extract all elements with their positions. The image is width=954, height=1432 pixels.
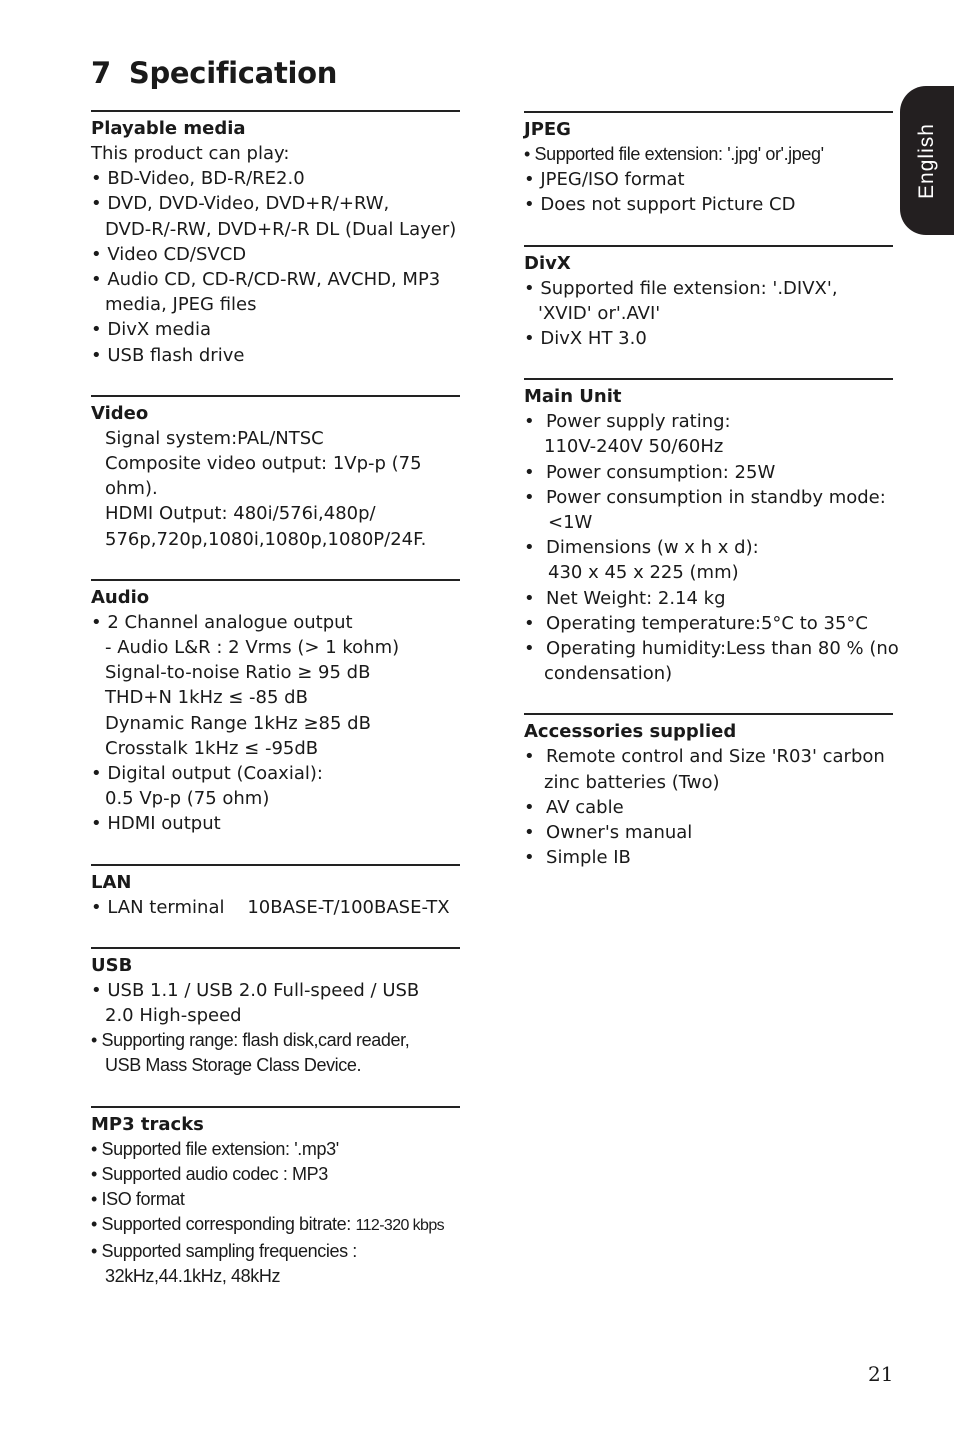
bitrate-label: • Supported corresponding bitrate: (91, 1214, 351, 1235)
section-title: LAN (91, 871, 132, 893)
section-lan (91, 864, 460, 920)
spec-line: • LAN terminal 10BASE-T/100BASE-TX (91, 896, 450, 918)
spec-line: • DivX media (91, 319, 211, 341)
spec-line: USB Mass Storage Class Device. (105, 1055, 362, 1076)
page-title (91, 56, 337, 90)
spec-line: media, JPEG files (105, 294, 257, 316)
spec-line: • 2 Channel analogue output (91, 611, 353, 633)
spec-line: • Owner's manual (524, 822, 693, 844)
spec-line: DVD-R/-RW, DVD+R/-R DL (Dual Layer) (105, 218, 457, 240)
spec-line: • HDMI output (91, 813, 221, 835)
section-title: Audio (91, 586, 150, 608)
section-title: Accessories supplied (524, 721, 737, 743)
spec-line: - Audio L&R : 2 Vrms (> 1 kohm) (105, 637, 400, 659)
page-number: 21 (868, 1362, 894, 1386)
spec-line: • Remote control and Size 'R03' carbon (524, 746, 885, 768)
spec-line: • Supported file extension: '.DIVX', (524, 277, 838, 299)
spec-line: 'XVID' or'.AVI' (538, 302, 661, 324)
section-usb (91, 947, 460, 1079)
section-playable-media (91, 110, 460, 368)
section-video (91, 395, 460, 552)
section-divx (524, 245, 893, 352)
spec-line: • ISO format (91, 1189, 185, 1210)
spec-line: • Power supply rating: (524, 411, 731, 433)
spec-line (91, 1212, 460, 1238)
language-tab (900, 86, 954, 235)
section-jpeg (524, 111, 893, 218)
spec-line: Signal system:PAL/NTSC (105, 427, 324, 449)
spec-line: 430 x 45 x 225 (mm) (548, 562, 739, 584)
spec-line: This product can play: (91, 143, 290, 164)
spec-line: • Net Weight: 2.14 kg (524, 587, 726, 609)
spec-line: • Operating humidity:Less than 80 % (no (524, 638, 899, 660)
spec-line: • Audio CD, CD-R/CD-RW, AVCHD, MP3 (91, 269, 441, 291)
section-main-unit (524, 378, 899, 686)
chapter-title: Specification (128, 56, 338, 90)
section-mp3-tracks (91, 1106, 460, 1289)
right-column (524, 111, 899, 897)
spec-line: • Supported file extension: '.jpg' or'.jpeg' (524, 144, 824, 164)
spec-line: 2.0 High-speed (105, 1005, 242, 1027)
spec-line: HDMI Output: 480i/576i,480p/ (105, 503, 376, 525)
spec-line: zinc batteries (Two) (544, 771, 720, 793)
chapter-number: 7 (91, 56, 111, 90)
section-accessories-supplied (524, 713, 893, 870)
spec-line: • Does not support Picture CD (524, 194, 796, 216)
spec-line: <1W (548, 512, 593, 534)
spec-line: • DivX HT 3.0 (524, 328, 647, 350)
spec-line: Dynamic Range 1kHz ≥85 dB (105, 712, 371, 734)
spec-line: 32kHz,44.1kHz, 48kHz (105, 1265, 281, 1286)
spec-line: • AV cable (524, 796, 624, 818)
spec-line: 576p,720p,1080i,1080p,1080P/24F. (105, 528, 427, 550)
section-title: DivX (524, 252, 571, 274)
spec-line: • USB flash drive (91, 344, 245, 366)
section-title: Playable media (91, 118, 246, 139)
spec-line: 0.5 Vp-p (75 ohm) (105, 788, 270, 810)
spec-line: • DVD, DVD-Video, DVD+R/+RW, (91, 193, 390, 215)
spec-line: • Supported sampling frequencies : (91, 1240, 357, 1261)
section-audio (91, 579, 460, 837)
spec-line: • USB 1.1 / USB 2.0 Full-speed / USB (91, 979, 420, 1001)
section-title: MP3 tracks (91, 1113, 204, 1135)
bitrate-value: 112-320 kbps (355, 1217, 445, 1235)
spec-line: Signal-to-noise Ratio ≥ 95 dB (105, 662, 371, 684)
spec-line: • Digital output (Coaxial): (91, 763, 323, 785)
spec-line: • Video CD/SVCD (91, 243, 247, 265)
language-tab-label: English (915, 122, 938, 199)
section-title: JPEG (524, 119, 571, 140)
section-title: Main Unit (524, 386, 622, 408)
spec-line: • Simple IB (524, 847, 631, 869)
spec-line: condensation) (544, 663, 673, 685)
section-title: USB (91, 954, 133, 976)
spec-line: 110V-240V 50/60Hz (544, 436, 724, 458)
spec-line: • Dimensions (w x h x d): (524, 537, 759, 559)
spec-line: Crosstalk 1kHz ≤ -95dB (105, 737, 319, 759)
spec-line: • Supporting range: flash disk,card reader, (91, 1030, 410, 1051)
spec-line: • Operating temperature:5°C to 35°C (524, 612, 868, 634)
spec-line: • Power consumption: 25W (524, 461, 776, 483)
spec-line: Composite video output: 1Vp-p (75 (105, 453, 422, 475)
spec-line: • Supported audio codec : MP3 (91, 1163, 328, 1184)
left-column (91, 110, 460, 1316)
spec-line: THD+N 1kHz ≤ -85 dB (105, 687, 308, 709)
section-title: Video (91, 402, 149, 424)
spec-line: • JPEG/ISO format (524, 169, 685, 191)
spec-line: • Supported file extension: '.mp3' (91, 1138, 339, 1159)
spec-line: • Power consumption in standby mode: (524, 486, 886, 508)
spec-line: • BD-Video, BD-R/RE2.0 (91, 168, 305, 190)
spec-line: ohm). (105, 478, 158, 500)
